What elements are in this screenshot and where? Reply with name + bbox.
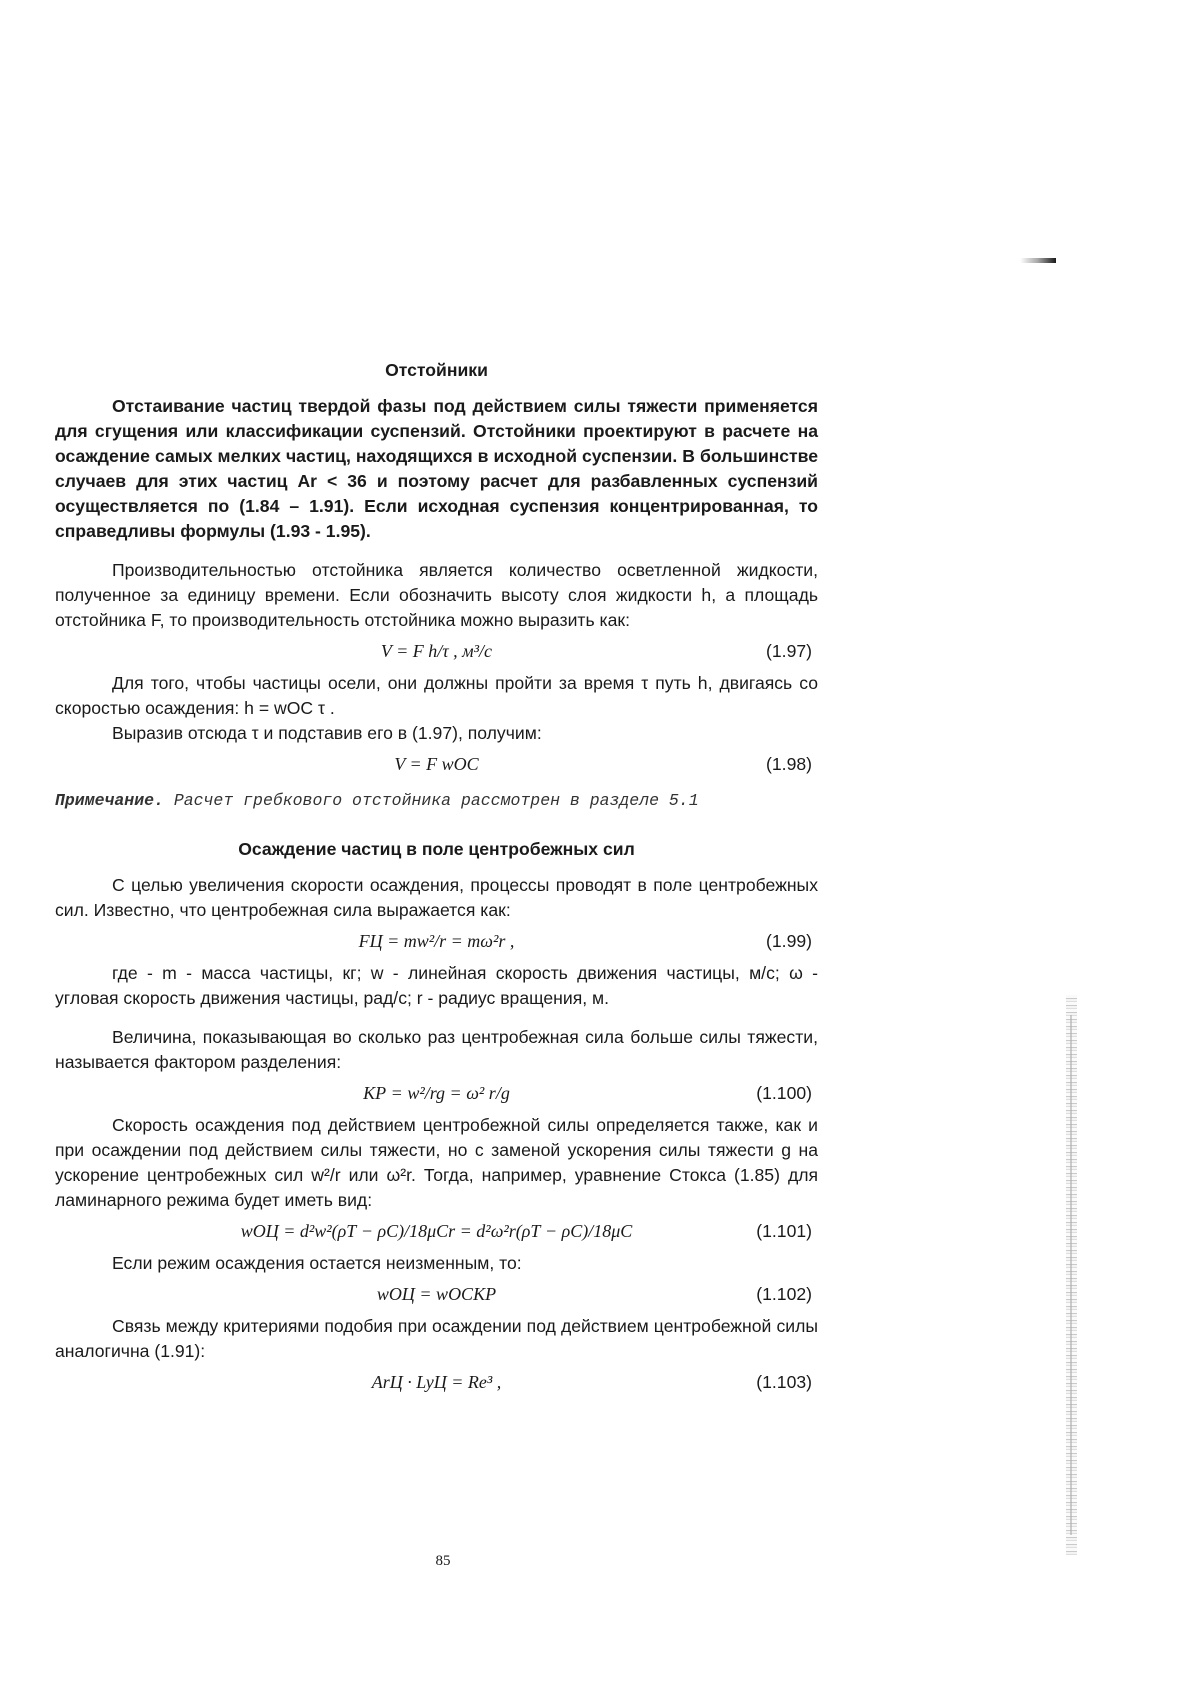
equation-number: (1.101) — [756, 1221, 812, 1241]
paragraph-variable-definitions: где - m - масса частицы, кг; w - линейная скорость движения частицы, м/с; ω - угловая скорость движения частицы, рад/с; r - радиус вращения, м. — [55, 963, 818, 1008]
scan-artifact-strip — [1066, 995, 1077, 1555]
page-number: 85 — [435, 1553, 451, 1569]
equation-number: (1.103) — [756, 1372, 812, 1392]
formula-1-101 — [55, 1213, 818, 1251]
equation-number: (1.98) — [766, 754, 812, 774]
paragraph-settling-path: Для того, чтобы частицы осели, они должны пройти за время τ путь h, двигаясь со скоростью осаждения: h = wОС τ . — [55, 673, 818, 718]
section-title-settlers: Отстойники — [385, 360, 488, 380]
equation-number: (1.100) — [756, 1083, 812, 1103]
note — [55, 788, 818, 813]
formula-expression: FЦ = mw²/r = mω²r , — [358, 931, 515, 951]
formula-1-98 — [55, 746, 818, 784]
formula-expression: V = F wОС — [394, 754, 479, 774]
note-label: Примечание. — [55, 791, 164, 810]
formula-expression: ArЦ · LyЦ = Re³ , — [371, 1372, 502, 1392]
paragraph-substitution: Выразив отсюда τ и подставив его в (1.97), получим: — [112, 723, 542, 743]
equation-number: (1.97) — [766, 641, 812, 661]
formula-expression: wОЦ = wОСKР — [376, 1284, 497, 1304]
formula-1-102 — [55, 1276, 818, 1314]
paragraph-similarity-criteria: Связь между критериями подобия при осаждении под действием центробежной силы аналогична (1.91): — [55, 1316, 818, 1361]
paragraph-separation-factor: Величина, показывающая во сколько раз центробежная сила больше силы тяжести, называется фактором разделения: — [55, 1027, 818, 1072]
formula-1-97 — [55, 633, 818, 671]
paragraph-productivity: Производительностью отстойника является количество осветленной жидкости, полученное за единицу времени. Если обозначить высоту слоя жидкости h, а площадь отстойника F, то производительность отстойника можно выразить как: — [55, 560, 818, 630]
formula-1-99 — [55, 923, 818, 961]
paragraph-centrifugal-intro: С целью увеличения скорости осаждения, процессы проводят в поле центробежных сил. Известно, что центробежная сила выражается как: — [55, 875, 818, 920]
scan-artifact-mark — [1020, 258, 1056, 263]
section-title-centrifugal: Осаждение частиц в поле центробежных сил — [238, 839, 635, 859]
note-text: Расчет гребкового отстойника рассмотрен в разделе 5.1 — [173, 791, 699, 810]
paragraph-regime-unchanged: Если режим осаждения остается неизменным, то: — [112, 1253, 522, 1273]
formula-expression: wОЦ = d²w²(ρТ − ρС)/18μСr = d²ω²r(ρТ − ρС)/18μС — [240, 1221, 633, 1241]
page-content — [55, 358, 818, 1402]
formula-expression: V = F h/τ , м³/с — [380, 641, 493, 661]
intro-paragraph: Отстаивание частиц твердой фазы под действием силы тяжести применяется для сгущения или классификации суспензий. Отстойники проектируют в расчете на осаждение самых мелких частиц, находящихся в исходной суспензии. В большинстве случаев для этих частиц Ar < 36 и поэтому расчет для разбавленных суспензий осуществляется по (1.84 – 1.91). Если исходная суспензия концентрированная, то справедливы формулы (1.93 - 1.95). — [55, 396, 818, 541]
formula-1-100 — [55, 1075, 818, 1113]
formula-1-103 — [55, 1364, 818, 1402]
equation-number: (1.99) — [766, 931, 812, 951]
equation-number: (1.102) — [756, 1284, 812, 1304]
formula-expression: KР = w²/rg = ω² r/g — [363, 1083, 510, 1103]
paragraph-stokes: Скорость осаждения под действием центробежной силы определяется также, как и при осаждении под действием силы тяжести, но с заменой ускорения силы тяжести g на ускорение центробежных сил w²/r или ω²r. Тогда, например, уравнение Стокса (1.85) для ламинарного режима будет иметь вид: — [55, 1115, 818, 1210]
